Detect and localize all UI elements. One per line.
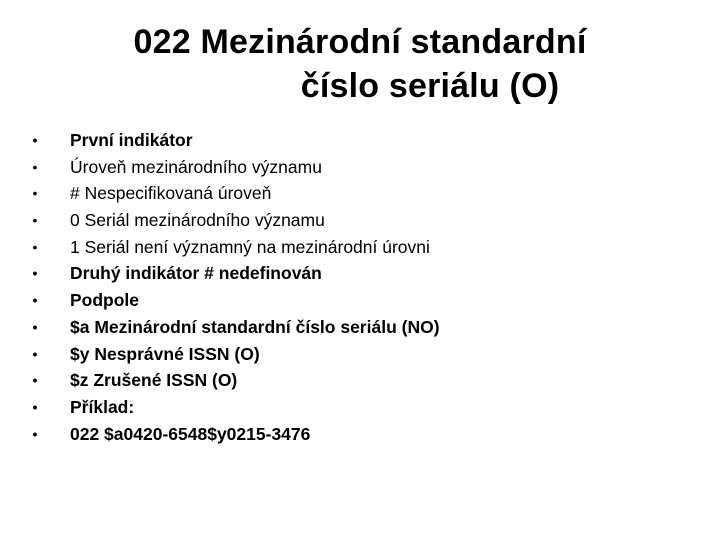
- bullet-item-druhy-indikator: [28, 260, 440, 287]
- bullet-text: 022 $a0420-6548$y0215-3476: [70, 423, 311, 444]
- bullet-text: Podpole: [70, 290, 140, 311]
- bullet-text: Příklad:: [70, 396, 135, 417]
- bullet-icon: •: [32, 158, 38, 175]
- bullet-item-uroven: [28, 154, 440, 181]
- bullet-text: 1 Seriál není významný na mezinárodní úrovni: [70, 236, 430, 257]
- bullet-icon: •: [32, 185, 38, 202]
- bullet-item-subfield-y: [28, 341, 440, 368]
- bullet-icon: •: [32, 345, 38, 362]
- bullet-text: První indikátor: [70, 130, 193, 150]
- bullet-text: $a Mezinárodní standardní číslo seriálu (NO): [70, 316, 440, 337]
- bullet-icon: •: [32, 238, 38, 255]
- bullet-item-serial-0: [28, 207, 440, 234]
- bullet-icon: •: [32, 132, 38, 148]
- bullet-icon: •: [32, 398, 38, 415]
- bullet-text: 0 Seriál mezinárodního významu: [70, 210, 325, 231]
- bullet-icon: •: [32, 212, 38, 229]
- bullet-icon: •: [32, 372, 38, 389]
- title-line-1: 022 Mezinárodní standardní: [133, 23, 587, 61]
- bullet-text: $y Nesprávné ISSN (O): [70, 343, 260, 364]
- bullet-item-podpole: [28, 287, 440, 314]
- bullet-item-subfield-a: [28, 314, 440, 341]
- bullet-text: $z Zrušené ISSN (O): [70, 370, 238, 391]
- bullet-item-priklad: [28, 394, 440, 421]
- bullet-item-prvni-indikator: [28, 127, 440, 154]
- bullet-item-example-value: [28, 421, 440, 448]
- bullet-icon: •: [32, 265, 38, 282]
- bullet-item-serial-1: [28, 234, 440, 261]
- bullet-text: Druhý indikátor # nedefinován: [70, 263, 322, 284]
- bullet-item-nespecifikovana: [28, 180, 440, 207]
- bullet-list: [28, 127, 440, 447]
- bullet-text: # Nespecifikovaná úroveň: [70, 183, 272, 204]
- bullet-text: Úroveň mezinárodního významu: [70, 156, 322, 177]
- bullet-icon: •: [32, 292, 38, 309]
- slide-title: [40, 20, 680, 108]
- bullet-icon: •: [32, 425, 38, 442]
- bullet-icon: •: [32, 318, 38, 335]
- bullet-item-subfield-z: [28, 367, 440, 394]
- title-line-2: číslo seriálu (O): [300, 67, 560, 105]
